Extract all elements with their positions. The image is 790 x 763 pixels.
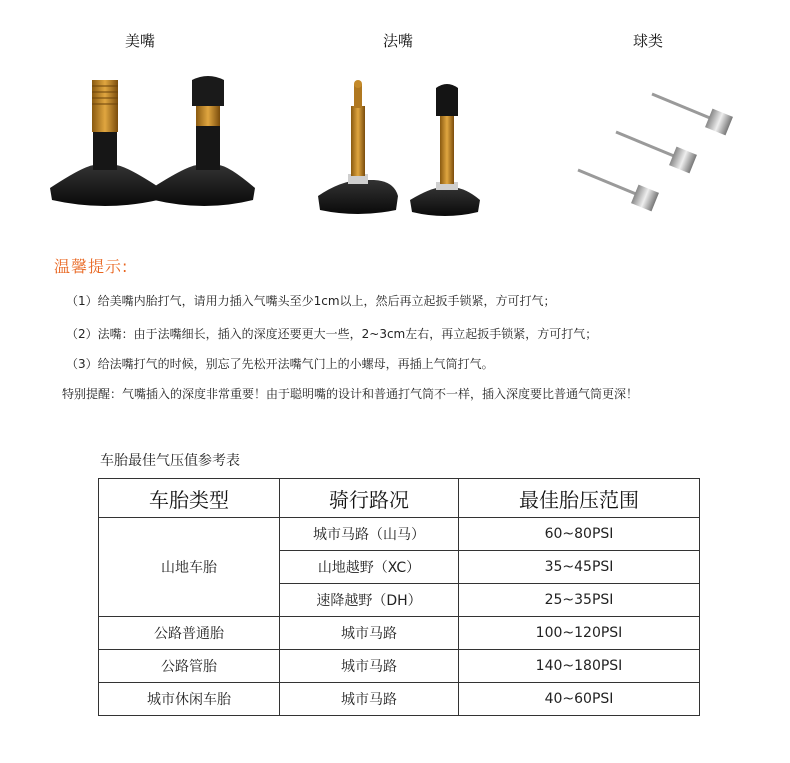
tip-item-2: （2）法嘴：由于法嘴细长，插入的深度还要更大一些，2~3cm左右，再立起扳手锁紧，方可打气； [66, 327, 598, 341]
category-label-schrader: 美嘴 [124, 32, 155, 50]
table-header-row [99, 479, 700, 518]
range-cell: 60~80PSI [459, 518, 700, 551]
tip-item-1: （1）给美嘴内胎打气，请用力插入气嘴头至少1cm以上，然后再立起扳手锁紧，方可打气； [66, 294, 556, 308]
range-cell: 100~120PSI [459, 617, 700, 650]
tire-type-cell: 公路管胎 [99, 650, 280, 683]
range-cell: 40~60PSI [459, 683, 700, 716]
header-pressure-range: 最佳胎压范围 [459, 479, 700, 518]
ball-needle-icon [570, 86, 750, 226]
range-cell: 140~180PSI [459, 650, 700, 683]
table-row [99, 518, 700, 551]
category-label-ball: 球类 [632, 32, 663, 50]
tire-type-cell: 城市休闲车胎 [99, 683, 280, 716]
header-tire-type: 车胎类型 [99, 479, 280, 518]
special-reminder: 特别提醒：气嘴插入的深度非常重要！由于聪明嘴的设计和普通打气筒不一样，插入深度要比普通气筒更深！ [62, 387, 639, 401]
category-label-presta: 法嘴 [382, 32, 413, 50]
table-row [99, 683, 700, 716]
pressure-table [98, 478, 700, 716]
road-cell: 城市马路（山马） [280, 518, 459, 551]
road-cell: 速降越野（DH） [280, 584, 459, 617]
tip-item-3: （3）给法嘴打气的时候，别忘了先松开法嘴气门上的小螺母，再插上气筒打气。 [66, 357, 494, 371]
range-cell: 35~45PSI [459, 551, 700, 584]
table-row [99, 617, 700, 650]
tire-type-cell: 公路普通胎 [99, 617, 280, 650]
road-cell: 城市马路 [280, 650, 459, 683]
schrader-valve-icon [40, 70, 260, 220]
header-road-condition: 骑行路况 [280, 479, 459, 518]
table-row [99, 650, 700, 683]
road-cell: 城市马路 [280, 683, 459, 716]
presta-valve-icon [310, 78, 490, 223]
road-cell: 城市马路 [280, 617, 459, 650]
road-cell: 山地越野（XC） [280, 551, 459, 584]
table-caption: 车胎最佳气压值参考表 [100, 453, 240, 469]
tire-type-cell: 山地车胎 [99, 518, 280, 617]
tips-title: 温馨提示: [54, 257, 129, 276]
range-cell: 25~35PSI [459, 584, 700, 617]
